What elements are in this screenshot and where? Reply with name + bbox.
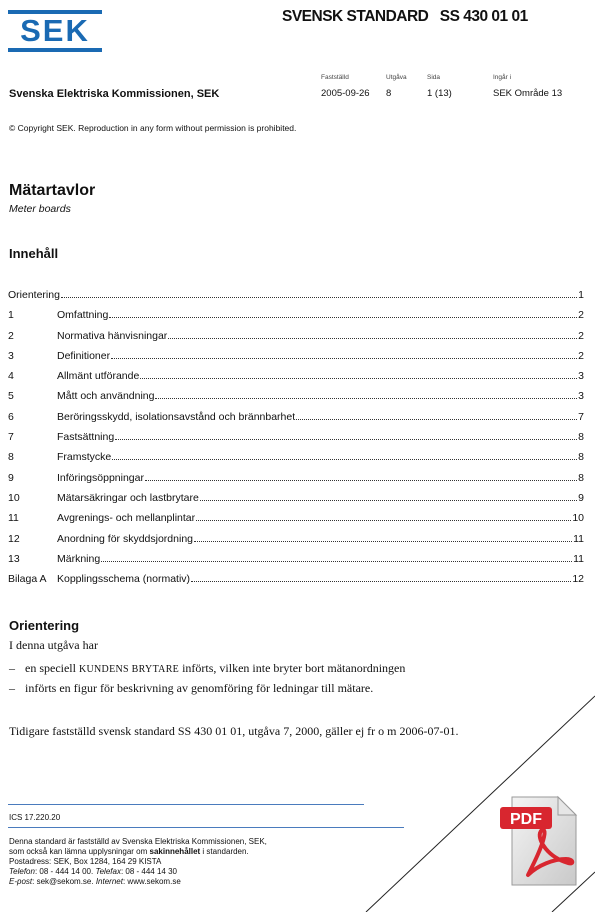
utgava-label: Utgåva (386, 74, 407, 81)
pdf-file-icon[interactable] (498, 793, 582, 889)
toc-row-page: 11 (573, 532, 584, 545)
fastst-value: 2005-09-26 (321, 88, 370, 99)
toc-heading: Innehåll (9, 246, 59, 261)
toc-row-number: 1 (8, 309, 14, 322)
toc-row-number: 2 (8, 329, 14, 342)
telefax-value: : 08 - 444 14 30 (120, 867, 177, 876)
toc-row-page: 3 (578, 370, 584, 383)
toc-row-number: 8 (8, 451, 14, 464)
toc-row-title: Mätarsäkringar och lastbrytare (57, 491, 199, 504)
toc-row-title: Införingsöppningar (57, 471, 144, 484)
utgava-value: 8 (386, 88, 392, 99)
toc-row-title: Avgrenings- och mellanplintar (57, 512, 196, 525)
document-subtitle: Meter boards (9, 203, 71, 215)
toc-row-number: 3 (8, 349, 14, 362)
toc-row-page: 12 (572, 573, 584, 586)
toc-row-page: 1 (578, 289, 584, 301)
toc-row-page: 7 (578, 410, 584, 423)
toc-row-page: 3 (578, 390, 584, 403)
toc-row-number: 11 (8, 512, 19, 525)
toc-row-number: 12 (8, 532, 20, 545)
footer-line-2a: som också kan lämna upplysningar om (9, 847, 150, 856)
toc-row-title: Beröringsskydd, isolationsavstånd och brännbarhet (57, 410, 296, 423)
toc-row-page: 11 (573, 552, 584, 565)
bullet-text: en speciell (25, 661, 79, 675)
document-title: Mätartavlor (9, 182, 96, 199)
toc-row-number: 5 (8, 390, 14, 403)
internet-value: : www.sekom.se (122, 877, 181, 886)
bullet-term: KUNDENS BRYTARE (78, 664, 180, 675)
bullet-text-after: införts, vilken inte bryter bort mätanordningen (179, 661, 406, 675)
previous-edition-note: Tidigare fastställd svensk standard SS 430 01 01, utgåva 7, 2000, gäller ej fr o m 2006-07-01. (9, 724, 459, 738)
telefon-label: Telefon (9, 867, 35, 876)
footer-line-1: Denna standard är fastställd av Svenska Elektriska Kommissionen, SEK, (9, 837, 267, 846)
toc-row-number: 4 (8, 370, 14, 383)
fastst-label: Fastställd (321, 74, 349, 81)
toc-row-title: Allmänt utförande (57, 370, 140, 383)
sida-label: Sida (427, 74, 441, 81)
pdf-label: PDF (510, 811, 542, 828)
logo-text: SEK (20, 13, 90, 48)
toc-row-number: 10 (8, 491, 20, 504)
ics-code: ICS 17.220.20 (9, 813, 61, 822)
toc-row-title: Omfattning (57, 309, 109, 322)
bullet-text: införts en figur för beskrivning av genomföring för ledningar till mätare. (25, 681, 374, 695)
footer-line-3: Postadress: SEK, Box 1284, 164 29 KISTA (9, 857, 162, 866)
toc-row-title: Märkning (57, 552, 101, 565)
toc-row-page: 8 (578, 451, 584, 464)
organization-name: Svenska Elektriska Kommissionen, SEK (9, 88, 220, 100)
orientering-intro: I denna utgåva har (9, 638, 98, 652)
toc-row-title: Framstycke (57, 451, 112, 464)
epost-value: : sek@sekom.se. (32, 877, 96, 886)
footer-line-2b: sakinnehållet (149, 847, 201, 856)
toc-row-title: Anordning för skyddsjordning (57, 532, 193, 545)
toc-row-title: Mått och användning (57, 390, 155, 403)
bullet-dash: – (9, 681, 15, 695)
ingar-label: Ingår i (493, 74, 512, 81)
toc-row-page: 8 (578, 431, 584, 444)
sida-value: 1 (13) (427, 88, 452, 99)
toc-row-number: 7 (8, 431, 14, 444)
copyright-notice: © Copyright SEK. Reproduction in any form without permission is prohibited. (9, 123, 297, 133)
orientering-heading: Orientering (9, 618, 80, 633)
toc-row-page: 10 (572, 512, 584, 525)
toc-row-title: Definitioner (57, 349, 111, 362)
bullet-dash: – (9, 661, 15, 675)
telefon-value: : 08 - 444 14 00. (34, 867, 96, 876)
toc-row-number: 6 (8, 410, 14, 423)
toc-row-page: 8 (578, 471, 584, 484)
toc-row-title: Kopplingsschema (normativ) (57, 573, 191, 586)
toc-row-title: Orientering (8, 289, 60, 301)
internet-label: Internet (95, 877, 123, 886)
toc-row-number: 13 (8, 552, 20, 565)
toc-row-number: Bilaga A (8, 573, 47, 586)
epost-label: E-post (9, 877, 33, 886)
toc-row-title: Fastsättning (57, 431, 115, 444)
telefax-label: Telefax (95, 867, 121, 876)
toc-row-title: Normativa hänvisningar (57, 329, 168, 342)
toc-row-page: 2 (578, 329, 584, 342)
footer-line-2c: i standarden. (200, 847, 249, 856)
toc-row-number: 9 (8, 471, 14, 484)
toc-row-page: 2 (578, 349, 584, 362)
toc-row-page: 9 (578, 491, 584, 504)
toc-row-page: 2 (578, 309, 584, 322)
standard-title: SVENSK STANDARD SS 430 01 01 (282, 8, 528, 25)
ingar-value: SEK Område 13 (493, 88, 563, 99)
